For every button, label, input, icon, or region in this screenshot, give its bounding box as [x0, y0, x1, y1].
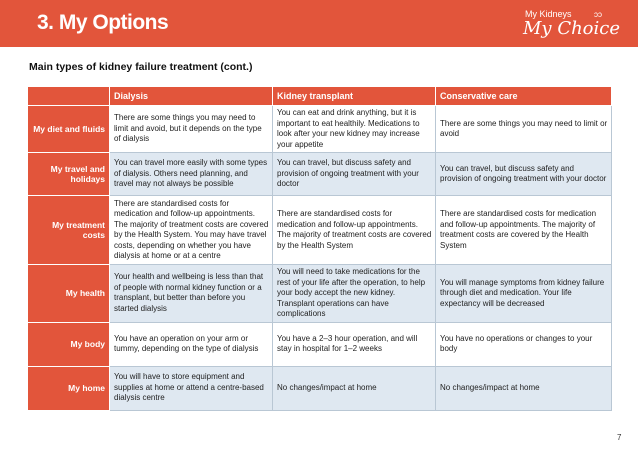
row-label: My body	[28, 322, 110, 366]
row-label: My health	[28, 265, 110, 323]
table-cell: No changes/impact at home	[436, 366, 612, 410]
row-label: My treatment costs	[28, 196, 110, 265]
section-subtitle: Main types of kidney failure treatment (cont.)	[29, 61, 253, 73]
table-row	[28, 265, 612, 323]
table-cell: You have a 2–3 hour operation, and will stay in hospital for 1–2 weeks	[273, 322, 436, 366]
table-cell: There are some things you may need to limit and avoid, but it depends on the type of dialysis	[110, 106, 273, 153]
table-cell: There are some things you may need to limit or avoid	[436, 106, 612, 153]
table-cell: You have no operations or changes to your body	[436, 322, 612, 366]
column-header-conservative: Conservative care	[436, 87, 612, 106]
column-header-dialysis: Dialysis	[110, 87, 273, 106]
table-cell: You will have to store equipment and supplies at home or attend a centre-based dialysis centre	[110, 366, 273, 410]
table-row	[28, 366, 612, 410]
table-row	[28, 106, 612, 153]
column-header-transplant: Kidney transplant	[273, 87, 436, 106]
table-cell: You can travel more easily with some types of dialysis. Others need planning, and travel may not always be possible	[110, 153, 273, 196]
table-cell: There are standardised costs for medication and follow-up appointments. The majority of treatment costs are covered by the Health System	[273, 196, 436, 265]
page-title: 3. My Options	[37, 11, 169, 34]
table-cell: You will need to take medications for the rest of your life after the operation, to help your body accept the new kidney. Transplant operations can have complications	[273, 265, 436, 323]
table-row	[28, 153, 612, 196]
table-cell: Your health and wellbeing is less than that of people with normal kidney function or a transplant, but better than before you started dialysis	[110, 265, 273, 323]
row-label: My diet and fluids	[28, 106, 110, 153]
table-row	[28, 322, 612, 366]
row-label: My travel and holidays	[28, 153, 110, 196]
logo-line-2: My Choice	[523, 18, 621, 39]
page-number: 7	[617, 433, 622, 442]
table-header-row	[28, 87, 612, 106]
table-cell: You will manage symptoms from kidney failure through diet and medication. Your life expectancy will be decreased	[436, 265, 612, 323]
logo-kidney-icon: ↄↄ	[594, 10, 602, 19]
table-cell: You can eat and drink anything, but it is important to eat healthily. Medications to look after your new kidney may increase your appetite	[273, 106, 436, 153]
table-cell: You can travel, but discuss safety and provision of ongoing treatment with your doctor	[273, 153, 436, 196]
logo-line-1: My Kidneys	[525, 9, 572, 19]
header-banner	[0, 0, 638, 47]
row-label: My home	[28, 366, 110, 410]
treatment-comparison-table	[27, 86, 612, 411]
table-cell: You can travel, but discuss safety and provision of ongoing treatment with your doctor	[436, 153, 612, 196]
table-row	[28, 196, 612, 265]
header-corner-cell	[28, 87, 110, 106]
table-cell: No changes/impact at home	[273, 366, 436, 410]
table-cell: There are standardised costs for medication and follow-up appointments. The majority of treatment costs are covered by the Health System	[436, 196, 612, 265]
table-cell: There are standardised costs for medication and follow-up appointments. The majority of treatment costs are covered by the Health System. You may have travel costs, depending on whether you have dialysis at home or at a centre	[110, 196, 273, 265]
table-cell: You have an operation on your arm or tummy, depending on the type of dialysis	[110, 322, 273, 366]
